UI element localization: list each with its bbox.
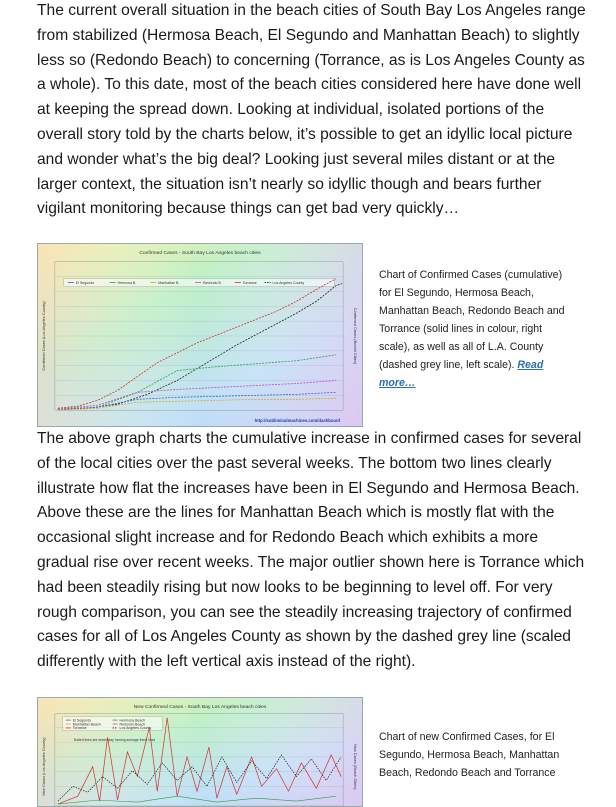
chart-title: Confirmed Cases - South Bay Los Angeles beach cities	[139, 250, 261, 256]
cumulative-cases-chart[interactable]	[37, 243, 363, 427]
y-axis-left-label: New Cases (Los Angeles County)	[40, 737, 46, 796]
analysis-paragraph: The above graph charts the cumulative increase in confirmed cases for several of the local cities over the past several weeks. The bottom two lines clearly illustrate how flat the increases have been in El Segundo and Hermosa Beach. Above these are the lines for Manhattan Beach which is mostly flat with the occasional slight increase and for Redondo Beach which exhibits a more gradual rise over recent weeks. The major outlier shown here is Torrance which had been steadily rising but now looks to be beginning to level off. For very rough comparison, you can see the steadily increasing trajectory of confirmed cases for all of Los Angeles County as shown by the dashed grey line (scaled differently with the left vertical axis instead of the right).	[37, 430, 585, 671]
read-more-link[interactable]: Read more…	[379, 359, 544, 389]
legend-manhattan: Manhattan B.	[158, 280, 180, 285]
legend-la-county: Los Angeles County	[119, 726, 152, 731]
legend-la-county: Los Angeles County	[272, 280, 305, 285]
legend-el-segundo: El Segundo	[72, 718, 92, 723]
legend-torrance: Torrance	[72, 726, 87, 731]
legend-el-segundo: El Segundo	[75, 280, 95, 285]
legend-hermosa: Hermosa B.	[117, 280, 137, 285]
legend-torrance: Torrance	[242, 280, 257, 285]
chart-title: New Confirmed Cases - South Bay Los Angeles beach cities	[133, 704, 267, 710]
chart-url: http://subliminalmachines.com/dashboard	[254, 418, 341, 424]
y-axis-left-label: Confirmed Cases (Los Angeles County)	[40, 301, 46, 371]
new-cases-chart-caption: Chart of new Confirmed Cases, for El Segundo, Hermosa Beach, Manhattan Beach, Redondo Beach and Torrance	[379, 731, 560, 779]
legend-manhattan: Manhattan Beach	[72, 722, 101, 727]
intro-paragraph: The current overall situation in the beach cities of South Bay Los Angeles range from stabilized (Hermosa Beach, El Segundo and Manhattan Beach) to slightly less so (Redondo Beach) to concerning (Torrance, as is Los Angeles County as a whole). To this date, most of the beach cities considered here have done well at keeping the spread down. Looking at individual, isolated portions of the overall story told by the charts below, it’s possible to get an idyllic local picture and wonder what’s the big deal? Looking just several miles distant or at the larger context, the situation isn’t nearly so idyllic though and bears further vigilant monitoring because things can get bad very quickly…	[37, 2, 586, 218]
trend-note: Dotted lines are seven-day moving average trend lines	[73, 738, 156, 743]
y-axis-right-label: Confirmed Cases (Beach Cities)	[353, 307, 359, 365]
cumulative-chart-caption	[379, 266, 565, 392]
y-axis-right-label: New Cases (Beach Cities)	[353, 743, 359, 790]
caption-text: Chart of Confirmed Cases (cumulative) for El Segundo, Hermosa Beach, Manhattan Beach, Redondo Beach and Torrance (solid lines in colour, right scale), as well as all of L.A. County (dashed grey line, left scale).	[379, 269, 565, 371]
legend-redondo: Redondo B.	[202, 280, 222, 285]
legend-hermosa: Hermosa Beach	[119, 718, 146, 723]
new-cases-chart[interactable]	[37, 697, 363, 807]
legend-redondo: Redondo Beach	[119, 722, 146, 727]
